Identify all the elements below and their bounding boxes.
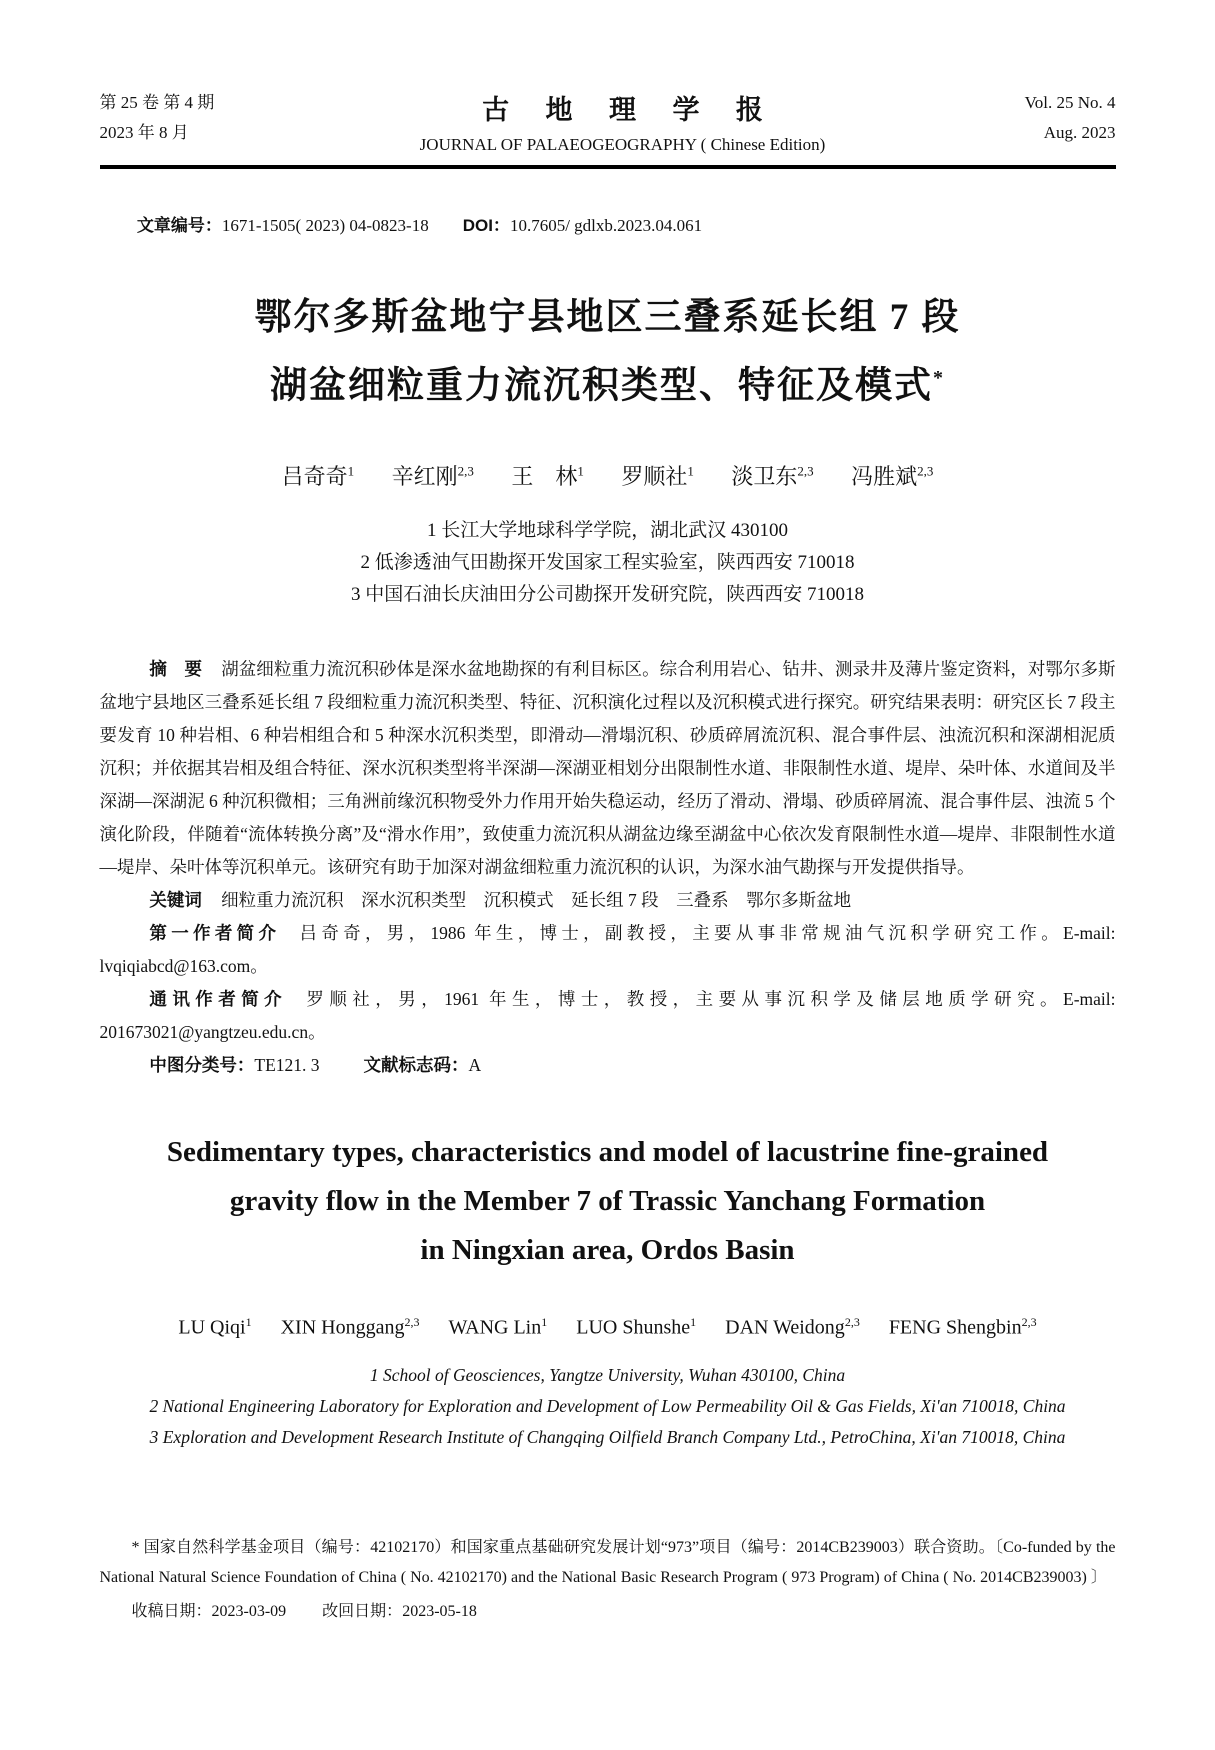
received-date-value: 2023-03-09 <box>211 1602 287 1620</box>
author-en: LU Qiqi$^1$ <box>178 1315 252 1339</box>
issue-date-cn: 2023 年 8 月 <box>99 123 189 142</box>
article-meta-line <box>100 211 1116 236</box>
journal-title-en: JOURNAL OF PALAEOGEOGRAPHY ( Chinese Edition) <box>419 135 826 154</box>
doi-label: DOI： <box>462 216 510 235</box>
author-cn: 冯胜斌$^{2,3}$ <box>851 464 934 490</box>
affiliation-en: 3 Exploration and Development Research Institute of Changqing Oilfield Branch Company Ltd., PetroChina, Xi'an 710018, China <box>149 1426 1066 1447</box>
keywords-label: 关键词 <box>149 890 202 911</box>
article-title-cn <box>100 288 1116 416</box>
author-en: LUO Shunshe$^1$ <box>576 1315 697 1339</box>
journal-title-block <box>270 88 976 155</box>
issue-info-en <box>976 88 1116 148</box>
received-date-label: 收稿日期： <box>131 1602 212 1620</box>
abstract-text: 湖盆细粒重力流沉积砂体是深水盆地勘探的有利目标区。综合利用岩心、钻井、测录井及薄片鉴定资料，对鄂尔多斯盆地宁县地区三叠系延长组 7 段细粒重力流沉积类型、特征、沉积演化过程以及沉积模式进行探究。研究结果表明：研究区长 7 段主要发育 10 种岩相、6 种岩相组合和 5 种深水沉积类型，即滑动—滑塌沉积、砂质碎屑流沉积、混合事件层、浊流沉积和深湖相泥质沉积；并依据其岩相及组合特征、深水沉积类型将半深湖—深湖亚相划分出限制性水道、非限制性水道、堤岸、朵叶体、水道间及半深湖—深湖泥 6 种沉积微相；三角洲前缘沉积物受外力作用开始失稳运动，经历了滑动、滑塌、砂质碎屑流、混合事件层、浊流 5 个演化阶段，伴随着“流体转换分离”及“滑水作用”，致使重力流沉积从湖盆边缘至湖盆中心依次发育限制性水道—堤岸、非限制性水道—堤岸、朵叶体等沉积单元。该研究有助于加深对湖盆细粒重力流沉积的认识，为深水油气勘探与开发提供指导。 <box>99 659 1116 878</box>
keywords-text: 细粒重力流沉积 深水沉积类型 沉积模式 延长组 7 段 三叠系 鄂尔多斯盆地 <box>221 890 852 911</box>
issue-volume-en: Vol. 25 No. 4 <box>1024 93 1116 112</box>
author-en: XIN Honggang$^{2,3}$ <box>280 1315 420 1339</box>
authors-cn <box>100 460 1116 491</box>
corresponding-author-label: 通讯作者简介 <box>149 989 288 1010</box>
author-cn: 辛红刚$^{2,3}$ <box>391 464 474 490</box>
journal-title-cn: 古地理学报 <box>482 95 800 125</box>
corresponding-author-text: 罗顺社，男，1961 年生，博士，教授，主要从事沉积学及储层地质学研究。E-mail: 201673021@yangtzeu.edu.cn。 <box>99 989 1116 1043</box>
revised-date-value: 2023-05-18 <box>402 1602 477 1620</box>
article-number-value: 1671-1505( 2023) 04-0823-18 <box>221 216 429 235</box>
article-number-label: 文章编号： <box>136 216 222 235</box>
title-funding-asterisk: * <box>933 367 945 389</box>
doc-code-label: 文献标志码： <box>363 1055 469 1076</box>
doc-code-value: A <box>468 1055 482 1076</box>
affiliation-en: 2 National Engineering Laboratory for Exploration and Development of Low Permeability Oil & Gas Fields, Xi'an 710018, China <box>149 1395 1066 1416</box>
funding-note: * 国家自然科学基金项目（编号：42102170）和国家重点基础研究发展计划“973”项目（编号：2014CB239003）联合资助。〔Co-funded by the National Natural Science Foundation of China ( No. 42102170) and the National Basic Research Program ( 973 Program) of China ( No. 2014CB239003) 〕 <box>99 1538 1116 1586</box>
keywords-paragraph <box>100 884 1116 917</box>
classification-line <box>100 1049 1116 1082</box>
header-divider <box>100 165 1116 169</box>
clc-label: 中图分类号： <box>149 1055 255 1076</box>
author-cn: 王 林$^1$ <box>511 464 584 490</box>
first-author-label: 第一作者简介 <box>149 923 281 944</box>
clc-value: TE121. 3 <box>254 1055 320 1076</box>
authors-en <box>100 1315 1116 1340</box>
article-title-cn-line1: 鄂尔多斯盆地宁县地区三叠系延长组 7 段 <box>254 297 961 338</box>
issue-date-en: Aug. 2023 <box>1043 123 1116 142</box>
article-title-en-line2: gravity flow in the Member 7 of Trassic Yanchang Formation <box>229 1185 986 1218</box>
dates-line <box>100 1597 1116 1627</box>
first-author-paragraph <box>100 917 1116 983</box>
author-cn: 罗顺社$^1$ <box>621 464 694 490</box>
first-author-text: 吕奇奇，男，1986 年生，博士，副教授，主要从事非常规油气沉积学研究工作。E-mail: lvqiqiabcd@163.com。 <box>99 923 1116 977</box>
page-content <box>100 0 1116 1627</box>
revised-date-label: 改回日期： <box>322 1602 403 1620</box>
affiliation-cn: 3 中国石油长庆油田分公司勘探开发研究院，陕西西安 710018 <box>350 584 864 606</box>
doi-value: 10.7605/ gdlxb.2023.04.061 <box>509 216 703 235</box>
author-cn: 吕奇奇$^1$ <box>281 464 355 490</box>
affiliations-cn <box>100 515 1116 611</box>
issue-info-cn <box>100 88 270 148</box>
issue-volume-cn: 第 25 卷 第 4 期 <box>99 93 215 112</box>
journal-header <box>100 88 1116 155</box>
author-en: WANG Lin$^1$ <box>448 1315 548 1339</box>
abstract-paragraph <box>100 653 1116 884</box>
affiliation-cn: 2 低渗透油气田勘探开发国家工程实验室，陕西西安 710018 <box>360 552 855 574</box>
affiliation-cn: 1 长江大学地球科学学院，湖北武汉 430100 <box>426 520 788 542</box>
author-cn: 淡卫东$^{2,3}$ <box>731 464 814 490</box>
abstract-label: 摘 要 <box>149 659 202 680</box>
article-title-en <box>100 1128 1116 1275</box>
author-en: DAN Weidong$^{2,3}$ <box>725 1315 860 1339</box>
affiliation-en: 1 School of Geosciences, Yangtze University, Wuhan 430100, China <box>369 1364 846 1385</box>
affiliations-en <box>100 1360 1116 1453</box>
author-en: FENG Shengbin$^{2,3}$ <box>888 1315 1037 1339</box>
article-title-en-line3: in Ningxian area, Ordos Basin <box>420 1234 795 1267</box>
corresponding-author-paragraph <box>100 983 1116 1049</box>
footnote <box>100 1533 1116 1627</box>
article-title-en-line1: Sedimentary types, characteristics and model of lacustrine fine-grained <box>166 1136 1049 1169</box>
article-title-cn-line2: 湖盆细粒重力流沉积类型、特征及模式* <box>270 365 945 407</box>
